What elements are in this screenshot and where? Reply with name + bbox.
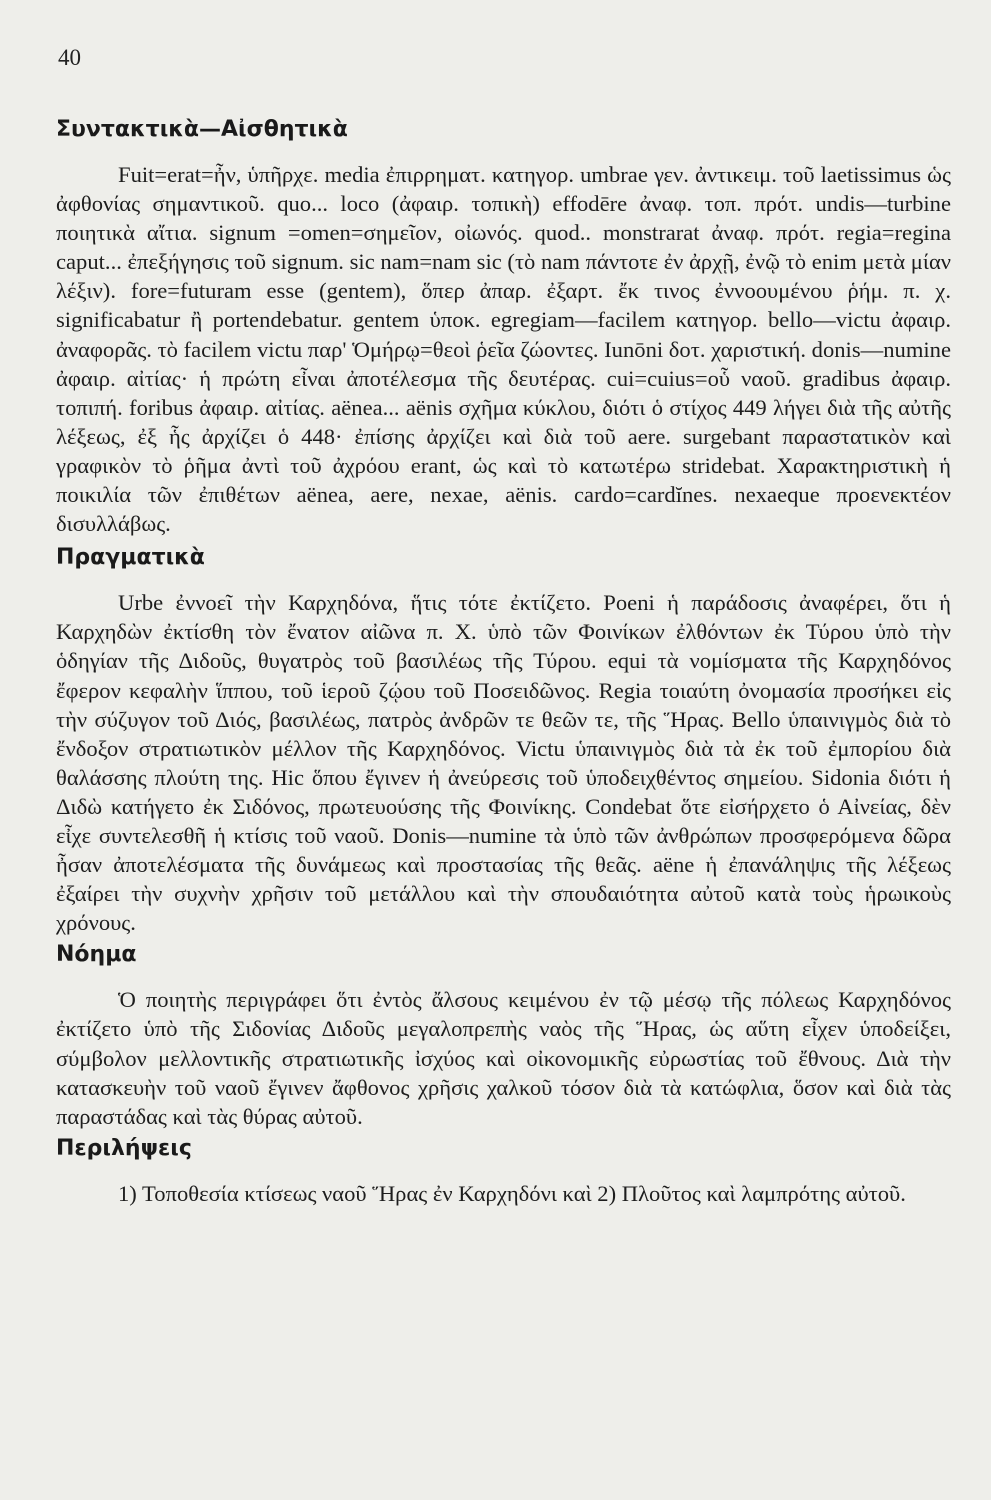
paragraph: Ὁ ποιητὴς περιγράφει ὅτι ἐντὸς ἄλσους κειμένου ἐν τῷ μέσῳ τῆς πόλεως Καρχηδόνος ἐκτίζετο ὑπὸ τῆς Σιδονίας Διδοῦς μεγαλοπρεπὴς ναὸς τῆς Ἥρας, ὡς αὕτη εἶχεν ὑποδείξει, σύμβολον μελλοντικῆς στρατιωτικῆς ἰσχύος καὶ οἰκονομικῆς εὐρωστίας τοῦ ἔθνους. Διὰ τὴν κατασκευὴν τοῦ ναοῦ ἔγινεν ἄφθονος χρῆσις χαλκοῦ τόσον διὰ τὰ κατώφλια, ὅσον καὶ διὰ τὰς παραστάδας καὶ τὰς θύρας αὐτοῦ. — [56, 987, 951, 1129]
paragraph: 1) Τοποθεσία κτίσεως ναοῦ Ἥρας ἐν Καρχηδόνι καὶ 2) Πλοῦτος καὶ λαμπρότης αὐτοῦ. — [118, 1180, 906, 1206]
section-syntactic-aesthetic — [56, 116, 951, 538]
section-heading: Πραγματικὰ — [56, 545, 205, 571]
section-meaning — [56, 941, 951, 1130]
paragraph: Fuit=erat=ἦν, ὑπῆρχε. media ἐπιρρηματ. κατηγορ. umbrae γεν. ἀντικειμ. τοῦ laetissimus ὡς ἀφθονίας σημαντικοῦ. quo... loco (ἀφαιρ. τοπικὴ) effodēre ἀναφ. τοπ. πρότ. undis—turbine ποιητικὰ αἴτια. signum =omen=σημεῖον, οἰωνός. quod.. monstrarat ἀναφ. πρότ. regia=regina caput... ἐπεξήγησις τοῦ signum. sic nam=nam sic (τὸ nam πάντοτε ἐν ἀρχῇ, ἐνῷ τὸ enim μετὰ μίαν λέξιν). fore=futuram esse (gentem), ὅπερ ἀπαρ. ἐξαρτ. ἔκ τινος ἐννοουμένου ῥήμ. π. χ. significabatur ἢ portendebatur. gentem ὑποκ. egregiam—facilem κατηγορ. bello—victu ἀφαιρ. ἀναφορᾶς. τὸ facilem victu παρ' Ὁμήρῳ=θεοὶ ῥεῖα ζώοντες. Iunōni δοτ. χαριστική. donis—numine ἀφαιρ. αἰτίας· ἡ πρώτη εἶναι ἀποτέλεσμα τῆς δευτέρας. cui=cuius=οὗ ναοῦ. gradibus ἀφαιρ. τοπιπή. foribus ἀφαιρ. αἰτίας. aënea... aënis σχῆμα κύκλου, διότι ὁ στίχος 449 λήγει διὰ τῆς αὐτῆς λέξεως, ἐξ ἧς ἀρχίζει ὁ 448· ἐπίσης ἀρχίζει καὶ διὰ τοῦ aere. surgebant παραστατικὸν καὶ γραφικὸν τὸ ῥῆμα ἀντὶ τοῦ ἀχρόου erant, ὡς καὶ τὸ κατωτέρω stridebat. Χαρακτηριστικὴ ἡ ποικιλία τῶν ἐπιθέτων aënea, aere, nexae, aënis. cardo=cardĭnes. nexaeque προενεκτέον δισυλλάβως. — [56, 162, 951, 537]
paragraph: Urbe ἐννοεῖ τὴν Καρχηδόνα, ἥτις τότε ἐκτίζετο. Poeni ἡ παράδοσις ἀναφέρει, ὅτι ἡ Καρχηδὼν ἐκτίσθη τὸν ἔνατον αἰῶνα π. Χ. ὑπὸ τῶν Φοινίκων ἐλθόντων ἐκ Τύρου ὑπὸ τὴν ὁδηγίαν τῆς Διδοῦς, θυγατρὸς τοῦ βασιλέως τῆς Τύρου. equi τὰ νομίσματα τῆς Καρχηδόνος ἔφερον κεφαλὴν ἵππου, τοῦ ἱεροῦ ζῴου τοῦ Ποσειδῶνος. Regia τοιαύτη ὀνομασία προσήκει εἰς τὴν σύζυγον τοῦ Διός, βασιλέως, πατρὸς ἀνδρῶν τε θεῶν τε, τῆς Ἥρας. Bello ὑπαινιγμὸς διὰ τὸ ἔνδοξον στρατιωτικὸν μέλλον τῆς Καρχηδόνος. Victu ὑπαινιγμὸς διὰ τὰ ἐκ τοῦ ἐμπορίου διὰ θαλάσσης πλούτη της. Hic ὅπου ἔγινεν ἡ ἀνεύρεσις τοῦ ὑποδειχθέντος σημείου. Sidonia διότι ἡ Διδὼ κατήγετο ἐκ Σιδόνος, πρωτευούσης τῆς Φοινίκης. Condebat ὅτε εἰσήρχετο ὁ Αἰνείας, δὲν εἶχε συντελεσθῆ ἡ κτίσις τοῦ ναοῦ. Donis—numine τὰ ὑπὸ τῶν ἀνθρώπων προσφερόμενα δῶρα ἦσαν ἀποτελέσματα τῆς δυνάμεως καὶ προστασίας τῆς θεᾶς. aëne ἡ ἐπανάληψις τῆς λέξεως ἐξαίρει τὴν συχνὴν χρῆσιν τοῦ μετάλλου καὶ τὴν σπουδαιότητα αὐτοῦ κατὰ τοὺς ἡρωικοὺς χρόνους. — [56, 590, 951, 936]
section-heading: Νόημα — [56, 942, 137, 968]
section-heading: Περιλήψεις — [56, 1135, 192, 1161]
page-number: 40 — [58, 45, 81, 70]
section-heading: Συντακτικὰ—Αἰσθητικὰ — [56, 117, 348, 142]
section-summaries — [56, 1135, 951, 1208]
section-factual — [56, 544, 951, 937]
